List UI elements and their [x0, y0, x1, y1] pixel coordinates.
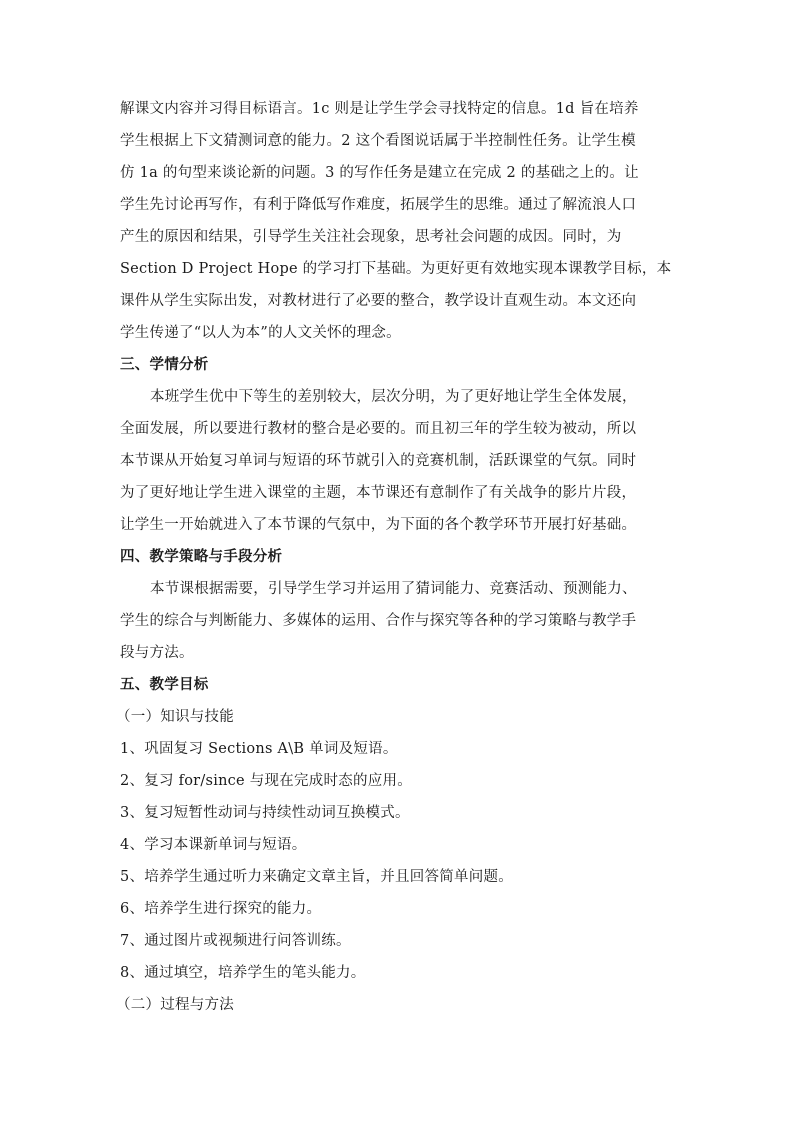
list-item: 2、复习 for/since 与现在完成时态的应用。 — [120, 773, 412, 789]
paragraph-line: 为了更好地让学生进入课堂的主题，本节课还有意制作了有关战争的影片片段， — [120, 485, 637, 501]
section-heading-teaching-strategy: 四、教学策略与手段分析 — [120, 549, 283, 565]
section-heading-teaching-goals: 五、教学目标 — [120, 677, 209, 693]
paragraph-line: 本班学生优中下等生的差别较大，层次分明，为了更好地让学生全体发展， — [150, 389, 637, 405]
list-item: 3、复习短暂性动词与持续性动词互换模式。 — [120, 805, 410, 821]
list-item: 1、巩固复习 Sections A\B 单词及短语。 — [120, 741, 398, 757]
paragraph-line: 学生的综合与判断能力、多媒体的运用、合作与探究等各种的学习策略与教学手 — [120, 613, 637, 629]
paragraph-line: 段与方法。 — [120, 645, 194, 661]
paragraph-line: 本节课根据需要，引导学生学习并运用了猜词能力、竞赛活动、预测能力、 — [150, 581, 637, 597]
paragraph-line: 课件从学生实际出发，对教材进行了必要的整合，教学设计直观生动。本文还向 — [120, 293, 637, 309]
section-heading-learning-analysis: 三、学情分析 — [120, 357, 209, 373]
paragraph-line: 产生的原因和结果，引导学生关注社会现象，思考社会问题的成因。同时，为 — [120, 229, 622, 245]
list-item: 8、通过填空，培养学生的笔头能力。 — [120, 965, 366, 981]
paragraph-line: 学生根据上下文猜测词意的能力。2 这个看图说话属于半控制性任务。让学生模 — [120, 133, 636, 149]
paragraph-line: 学生传递了“以人为本”的人文关怀的理念。 — [120, 325, 401, 341]
list-item: 7、通过图片或视频进行问答训练。 — [120, 933, 351, 949]
paragraph-line: 让学生一开始就进入了本节课的气氛中，为下面的各个教学环节开展打好基础。 — [120, 517, 637, 533]
list-item: 4、学习本课新单词与短语。 — [120, 837, 307, 853]
paragraph-line: 全面发展，所以要进行教材的整合是必要的。而且初三年的学生较为被动，所以 — [120, 421, 637, 437]
paragraph-line: 本节课从开始复习单词与短语的环节就引入的竞赛机制，活跃课堂的气氛。同时 — [120, 453, 637, 469]
subheading-process-methods: （二）过程与方法 — [116, 997, 234, 1013]
paragraph-line: 解课文内容并习得目标语言。1c 则是让学生学会寻找特定的信息。1d 旨在培养 — [120, 101, 639, 117]
paragraph-line: Section D Project Hope 的学习打下基础。为更好更有效地实现本课教学目标，本 — [120, 261, 672, 277]
paragraph-line: 仿 1a 的句型来谈论新的问题。3 的写作任务是建立在完成 2 的基础之上的。让 — [120, 165, 639, 181]
paragraph-line: 学生先讨论再写作，有利于降低写作难度，拓展学生的思维。通过了解流浪人口 — [120, 197, 637, 213]
list-item: 5、培养学生通过听力来确定文章主旨，并且回答简单问题。 — [120, 869, 513, 885]
list-item: 6、培养学生进行探究的能力。 — [120, 901, 322, 917]
subheading-knowledge-skills: （一）知识与技能 — [116, 709, 234, 725]
